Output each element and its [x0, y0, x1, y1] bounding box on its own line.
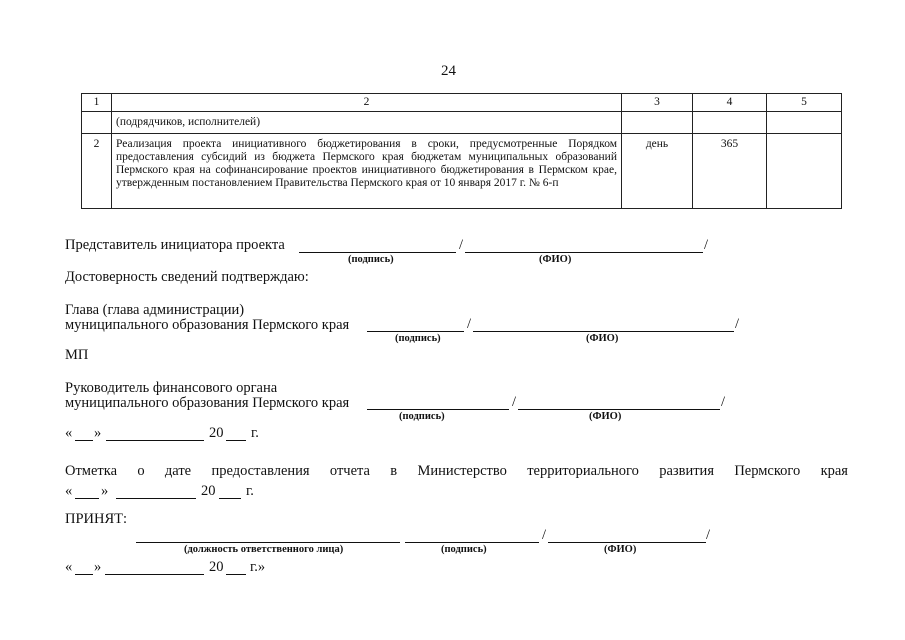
slash: /: [512, 394, 517, 410]
accepted-sign-line[interactable]: [405, 542, 539, 543]
slash: /: [467, 316, 472, 332]
date-year-line[interactable]: [226, 440, 246, 441]
head-fio-caption: (ФИО): [586, 333, 619, 344]
mark-word: в: [390, 463, 398, 479]
accepted-date-suffix: г.»: [250, 559, 266, 575]
mark-word: Министерство: [417, 463, 507, 479]
confirm-label: Достоверность сведений подтверждаю:: [65, 269, 309, 285]
date-open-quote: «: [65, 425, 73, 441]
header-col-4: 4: [693, 94, 767, 112]
head-sign-line[interactable]: [367, 331, 464, 332]
mark-word: отчета: [329, 463, 370, 479]
row2-text: Реализация проекта инициативного бюджетирования в сроки, предусмотренные Порядком предоставления субсидий из бюджета Пермского края бюджетам муниципальных образований Пермского края на софинансирование проектов инициативного бюджетирования в Пермском крае, утвержденным постановлением Правительства Пермского края от 10 января 2017 г. № 6-п: [112, 134, 622, 209]
mark-word: предоставления: [211, 463, 310, 479]
mark-date-year-prefix: 20: [201, 483, 216, 499]
accepted-date-day-line[interactable]: [75, 574, 93, 575]
head-line2: муниципального образования Пермского края: [65, 317, 350, 333]
accepted-fio-line[interactable]: [548, 542, 706, 543]
table-header-row: [82, 94, 842, 112]
representative-sign-line[interactable]: [299, 252, 456, 253]
date-month-line[interactable]: [106, 440, 204, 441]
date-year-prefix: 20: [209, 425, 224, 441]
date-close-quote: »: [94, 425, 102, 441]
mark-date-year-line[interactable]: [219, 498, 241, 499]
row2-value: 365: [693, 134, 767, 209]
stamp-place-label: МП: [65, 347, 89, 363]
head-fio-line[interactable]: [473, 331, 734, 332]
row2-extra: [767, 134, 842, 209]
accepted-date-year-line[interactable]: [226, 574, 246, 575]
accepted-sign-caption: (подпись): [441, 544, 487, 555]
mark-date-suffix: г.: [246, 483, 254, 499]
date-suffix: г.: [251, 425, 259, 441]
mark-word: развития: [659, 463, 714, 479]
mark-word: края: [820, 463, 848, 479]
table-row: [82, 134, 842, 209]
row2-number: 2: [82, 134, 112, 209]
slash: /: [704, 237, 709, 253]
slash: /: [542, 527, 547, 543]
finance-fio-caption: (ФИО): [589, 411, 622, 422]
header-col-2: 2: [112, 94, 622, 112]
mark-date-day-line[interactable]: [75, 498, 99, 499]
page-number: 24: [441, 63, 456, 79]
finance-line2: муниципального образования Пермского края: [65, 395, 350, 411]
accepted-fio-caption: (ФИО): [604, 544, 637, 555]
slash: /: [706, 527, 711, 543]
accepted-date-open-quote: «: [65, 559, 73, 575]
accepted-label: ПРИНЯТ:: [65, 511, 128, 527]
row1-text: (подрядчиков, исполнителей): [112, 112, 622, 134]
mark-date-month-line[interactable]: [116, 498, 196, 499]
mark-date-close-quote: »: [101, 483, 109, 499]
representative-sign-caption: (подпись): [348, 254, 394, 265]
accepted-position-caption: (должность ответственного лица): [184, 544, 344, 555]
finance-line1: Руководитель финансового органа: [65, 380, 278, 396]
head-sign-caption: (подпись): [395, 333, 441, 344]
accepted-date-month-line[interactable]: [105, 574, 204, 575]
mark-word: о: [137, 463, 145, 479]
mark-date-open-quote: «: [65, 483, 73, 499]
slash: /: [459, 237, 464, 253]
header-col-3: 3: [622, 94, 693, 112]
mark-word: территориального: [527, 463, 639, 479]
date-day-line[interactable]: [75, 440, 93, 441]
finance-fio-line[interactable]: [518, 409, 720, 410]
finance-sign-caption: (подпись): [399, 411, 445, 422]
mark-word: Отметка: [65, 463, 118, 479]
header-col-5: 5: [767, 94, 842, 112]
header-col-1: 1: [82, 94, 112, 112]
mark-word: Пермского: [734, 463, 801, 479]
representative-label: Представитель инициатора проекта: [65, 237, 285, 253]
accepted-date-year-prefix: 20: [209, 559, 224, 575]
finance-sign-line[interactable]: [367, 409, 509, 410]
representative-fio-line[interactable]: [465, 252, 703, 253]
accepted-date-close-quote: »: [94, 559, 102, 575]
representative-fio-caption: (ФИО): [539, 254, 572, 265]
table-row: [82, 112, 842, 134]
measures-table: [81, 93, 842, 209]
row2-unit: день: [622, 134, 693, 209]
slash: /: [721, 394, 726, 410]
slash: /: [735, 316, 740, 332]
mark-word: дате: [164, 463, 192, 479]
mark-line: [65, 463, 848, 480]
head-line1: Глава (глава администрации): [65, 302, 245, 318]
accepted-position-line[interactable]: [136, 542, 400, 543]
